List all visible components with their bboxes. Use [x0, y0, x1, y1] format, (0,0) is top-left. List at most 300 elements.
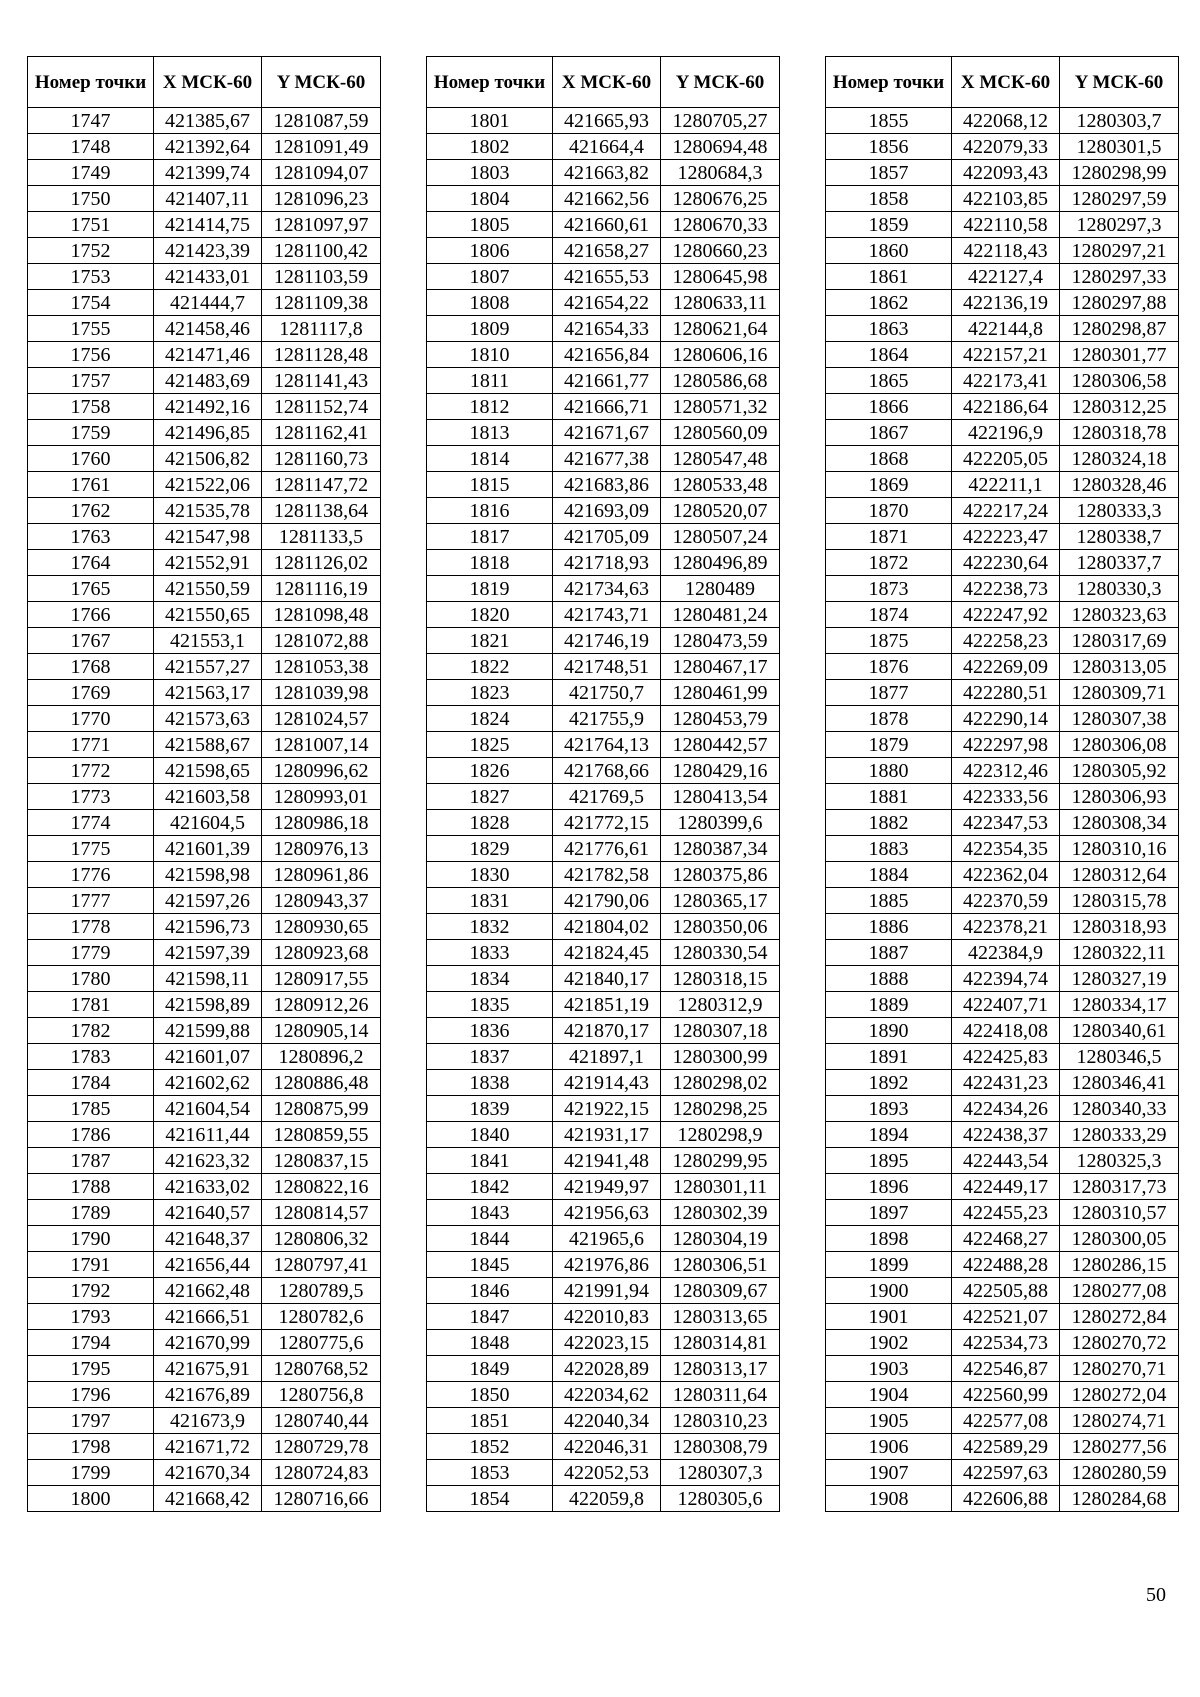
point-number-cell: 1847	[427, 1304, 553, 1330]
point-number-cell: 1866	[826, 394, 952, 420]
x-coordinate-cell: 421597,39	[154, 940, 262, 966]
y-coordinate-cell: 1280684,3	[661, 160, 780, 186]
table-row	[427, 1200, 780, 1226]
table-row	[427, 706, 780, 732]
y-coordinate-cell: 1280724,83	[262, 1460, 381, 1486]
x-coordinate-cell: 421748,51	[553, 654, 661, 680]
y-coordinate-cell: 1280298,25	[661, 1096, 780, 1122]
y-coordinate-cell: 1280330,54	[661, 940, 780, 966]
y-coordinate-cell: 1280301,11	[661, 1174, 780, 1200]
point-number-cell: 1790	[28, 1226, 154, 1252]
x-coordinate-cell: 422079,33	[952, 134, 1060, 160]
point-number-cell: 1895	[826, 1148, 952, 1174]
y-coordinate-cell: 1280571,32	[661, 394, 780, 420]
point-number-cell: 1877	[826, 680, 952, 706]
table-row	[28, 212, 381, 238]
point-number-cell: 1818	[427, 550, 553, 576]
point-number-cell: 1871	[826, 524, 952, 550]
y-coordinate-cell: 1281103,59	[262, 264, 381, 290]
x-coordinate-cell: 421604,54	[154, 1096, 262, 1122]
y-coordinate-cell: 1280318,15	[661, 966, 780, 992]
x-coordinate-cell: 421598,11	[154, 966, 262, 992]
x-coordinate-cell: 422059,8	[553, 1486, 661, 1512]
y-coordinate-cell: 1280309,71	[1060, 680, 1179, 706]
x-coordinate-cell: 422312,46	[952, 758, 1060, 784]
x-coordinate-cell: 422238,73	[952, 576, 1060, 602]
table-row	[28, 1200, 381, 1226]
point-number-cell: 1900	[826, 1278, 952, 1304]
y-coordinate-cell: 1280330,3	[1060, 576, 1179, 602]
x-coordinate-cell: 421768,66	[553, 758, 661, 784]
table-row	[826, 862, 1179, 888]
table-row	[427, 212, 780, 238]
table-row	[826, 420, 1179, 446]
table-row	[826, 1200, 1179, 1226]
point-number-cell: 1770	[28, 706, 154, 732]
point-number-cell: 1820	[427, 602, 553, 628]
y-coordinate-cell: 1280317,69	[1060, 628, 1179, 654]
point-number-cell: 1841	[427, 1148, 553, 1174]
x-coordinate-cell: 421804,02	[553, 914, 661, 940]
y-coordinate-cell: 1280461,99	[661, 680, 780, 706]
point-number-cell: 1814	[427, 446, 553, 472]
y-coordinate-cell: 1280312,64	[1060, 862, 1179, 888]
y-coordinate-cell: 1280338,7	[1060, 524, 1179, 550]
x-coordinate-cell: 421764,13	[553, 732, 661, 758]
x-coordinate-cell: 421458,46	[154, 316, 262, 342]
x-coordinate-cell: 422052,53	[553, 1460, 661, 1486]
y-coordinate-cell: 1280272,84	[1060, 1304, 1179, 1330]
point-number-cell: 1865	[826, 368, 952, 394]
x-coordinate-cell: 421776,61	[553, 836, 661, 862]
table-row	[427, 186, 780, 212]
point-number-cell: 1903	[826, 1356, 952, 1382]
x-coordinate-cell: 422297,98	[952, 732, 1060, 758]
table-row	[427, 836, 780, 862]
x-coordinate-cell: 422418,08	[952, 1018, 1060, 1044]
y-coordinate-cell: 1280621,64	[661, 316, 780, 342]
table-row	[427, 758, 780, 784]
x-coordinate-cell: 421654,33	[553, 316, 661, 342]
y-coordinate-cell: 1281100,42	[262, 238, 381, 264]
x-coordinate-cell: 421601,39	[154, 836, 262, 862]
point-number-cell: 1876	[826, 654, 952, 680]
x-coordinate-cell: 421664,4	[553, 134, 661, 160]
x-coordinate-cell: 421547,98	[154, 524, 262, 550]
table-row	[28, 524, 381, 550]
point-number-cell: 1825	[427, 732, 553, 758]
table-row	[826, 342, 1179, 368]
point-number-cell: 1768	[28, 654, 154, 680]
table-row	[427, 810, 780, 836]
y-coordinate-cell: 1280299,95	[661, 1148, 780, 1174]
x-coordinate-cell: 421677,38	[553, 446, 661, 472]
y-coordinate-cell: 1280547,48	[661, 446, 780, 472]
point-number-cell: 1799	[28, 1460, 154, 1486]
x-coordinate-cell: 421675,91	[154, 1356, 262, 1382]
x-coordinate-cell: 421870,17	[553, 1018, 661, 1044]
x-coordinate-cell: 421552,91	[154, 550, 262, 576]
table-row	[826, 550, 1179, 576]
x-coordinate-cell: 421611,44	[154, 1122, 262, 1148]
x-coordinate-cell: 421399,74	[154, 160, 262, 186]
y-coordinate-cell: 1280905,14	[262, 1018, 381, 1044]
table-row	[28, 1148, 381, 1174]
x-coordinate-cell: 422280,51	[952, 680, 1060, 706]
x-coordinate-cell: 422103,85	[952, 186, 1060, 212]
x-coordinate-cell: 421471,46	[154, 342, 262, 368]
x-coordinate-cell: 421941,48	[553, 1148, 661, 1174]
y-coordinate-cell: 1281091,49	[262, 134, 381, 160]
y-coordinate-cell: 1280311,64	[661, 1382, 780, 1408]
point-number-cell: 1854	[427, 1486, 553, 1512]
table-row	[826, 212, 1179, 238]
point-number-cell: 1769	[28, 680, 154, 706]
point-number-cell: 1870	[826, 498, 952, 524]
x-coordinate-cell: 421772,15	[553, 810, 661, 836]
table-row	[28, 576, 381, 602]
table-row	[28, 654, 381, 680]
point-number-cell: 1816	[427, 498, 553, 524]
table-row	[826, 1070, 1179, 1096]
table-row	[427, 940, 780, 966]
point-number-cell: 1872	[826, 550, 952, 576]
table-row	[427, 1408, 780, 1434]
table-row	[826, 1018, 1179, 1044]
y-coordinate-cell: 1280340,33	[1060, 1096, 1179, 1122]
y-coordinate-cell: 1281098,48	[262, 602, 381, 628]
table-row	[826, 108, 1179, 134]
point-number-cell: 1752	[28, 238, 154, 264]
y-coordinate-cell: 1280333,3	[1060, 498, 1179, 524]
x-coordinate-cell: 421633,02	[154, 1174, 262, 1200]
point-number-cell: 1788	[28, 1174, 154, 1200]
table-row	[826, 940, 1179, 966]
point-number-cell: 1762	[28, 498, 154, 524]
table-row	[826, 1382, 1179, 1408]
point-number-cell: 1793	[28, 1304, 154, 1330]
table-row	[28, 862, 381, 888]
point-number-cell: 1904	[826, 1382, 952, 1408]
y-coordinate-cell: 1280270,71	[1060, 1356, 1179, 1382]
y-coordinate-cell: 1280789,5	[262, 1278, 381, 1304]
x-coordinate-cell: 422534,73	[952, 1330, 1060, 1356]
y-coordinate-cell: 1280323,63	[1060, 602, 1179, 628]
x-coordinate-cell: 421492,16	[154, 394, 262, 420]
point-number-cell: 1778	[28, 914, 154, 940]
y-coordinate-cell: 1281007,14	[262, 732, 381, 758]
y-coordinate-cell: 1281053,38	[262, 654, 381, 680]
y-coordinate-cell: 1280318,78	[1060, 420, 1179, 446]
x-coordinate-cell: 421656,84	[553, 342, 661, 368]
point-number-cell: 1780	[28, 966, 154, 992]
table-row	[28, 1434, 381, 1460]
page-number: 50	[1146, 1584, 1166, 1606]
point-number-cell: 1864	[826, 342, 952, 368]
point-number-cell: 1879	[826, 732, 952, 758]
table-row	[826, 1486, 1179, 1512]
x-coordinate-cell: 422217,24	[952, 498, 1060, 524]
point-number-cell: 1794	[28, 1330, 154, 1356]
point-number-cell: 1757	[28, 368, 154, 394]
table-row	[826, 524, 1179, 550]
table-row	[826, 1460, 1179, 1486]
table-row	[826, 680, 1179, 706]
x-coordinate-cell: 421755,9	[553, 706, 661, 732]
y-coordinate-cell: 1280306,58	[1060, 368, 1179, 394]
y-coordinate-cell: 1281109,38	[262, 290, 381, 316]
y-coordinate-cell: 1280917,55	[262, 966, 381, 992]
header-x-coordinate: X МСК-60	[154, 57, 262, 108]
x-coordinate-cell: 422468,27	[952, 1226, 1060, 1252]
table-row	[427, 888, 780, 914]
x-coordinate-cell: 421506,82	[154, 446, 262, 472]
table-row	[28, 290, 381, 316]
table-row	[28, 680, 381, 706]
table-row	[427, 1070, 780, 1096]
x-coordinate-cell: 421557,27	[154, 654, 262, 680]
y-coordinate-cell: 1280297,59	[1060, 186, 1179, 212]
y-coordinate-cell: 1280310,23	[661, 1408, 780, 1434]
x-coordinate-cell: 422040,34	[553, 1408, 661, 1434]
table-row	[427, 1174, 780, 1200]
table-row	[826, 732, 1179, 758]
y-coordinate-cell: 1280943,37	[262, 888, 381, 914]
header-y-coordinate: Y МСК-60	[1060, 57, 1179, 108]
table-row	[28, 1278, 381, 1304]
y-coordinate-cell: 1280277,08	[1060, 1278, 1179, 1304]
y-coordinate-cell: 1280481,24	[661, 602, 780, 628]
point-number-cell: 1873	[826, 576, 952, 602]
y-coordinate-cell: 1280533,48	[661, 472, 780, 498]
point-number-cell: 1810	[427, 342, 553, 368]
point-number-cell: 1835	[427, 992, 553, 1018]
table-row	[427, 1486, 780, 1512]
x-coordinate-cell: 421598,98	[154, 862, 262, 888]
x-coordinate-cell: 421602,62	[154, 1070, 262, 1096]
x-coordinate-cell: 421965,6	[553, 1226, 661, 1252]
y-coordinate-cell: 1280670,33	[661, 212, 780, 238]
point-number-cell: 1889	[826, 992, 952, 1018]
y-coordinate-cell: 1280340,61	[1060, 1018, 1179, 1044]
point-number-cell: 1884	[826, 862, 952, 888]
point-number-cell: 1896	[826, 1174, 952, 1200]
y-coordinate-cell: 1280298,02	[661, 1070, 780, 1096]
point-number-cell: 1840	[427, 1122, 553, 1148]
x-coordinate-cell: 421604,5	[154, 810, 262, 836]
x-coordinate-cell: 422425,83	[952, 1044, 1060, 1070]
x-coordinate-cell: 421655,53	[553, 264, 661, 290]
x-coordinate-cell: 421662,48	[154, 1278, 262, 1304]
point-number-cell: 1830	[427, 862, 553, 888]
point-number-cell: 1813	[427, 420, 553, 446]
point-number-cell: 1801	[427, 108, 553, 134]
point-number-cell: 1822	[427, 654, 553, 680]
y-coordinate-cell: 1280272,04	[1060, 1382, 1179, 1408]
table-row	[427, 524, 780, 550]
point-number-cell: 1749	[28, 160, 154, 186]
table-row	[28, 1460, 381, 1486]
y-coordinate-cell: 1280413,54	[661, 784, 780, 810]
y-coordinate-cell: 1281087,59	[262, 108, 381, 134]
table-row	[427, 628, 780, 654]
x-coordinate-cell: 421407,11	[154, 186, 262, 212]
x-coordinate-cell: 421596,73	[154, 914, 262, 940]
table-row	[826, 784, 1179, 810]
point-number-cell: 1862	[826, 290, 952, 316]
point-number-cell: 1859	[826, 212, 952, 238]
point-number-cell: 1901	[826, 1304, 952, 1330]
point-number-cell: 1779	[28, 940, 154, 966]
y-coordinate-cell: 1280305,92	[1060, 758, 1179, 784]
point-number-cell: 1899	[826, 1252, 952, 1278]
y-coordinate-cell: 1280328,46	[1060, 472, 1179, 498]
table-row	[28, 1356, 381, 1382]
y-coordinate-cell: 1280308,79	[661, 1434, 780, 1460]
header-y-coordinate: Y МСК-60	[661, 57, 780, 108]
table-row	[28, 1382, 381, 1408]
point-number-cell: 1817	[427, 524, 553, 550]
table-row	[826, 1226, 1179, 1252]
table-row	[826, 1148, 1179, 1174]
y-coordinate-cell: 1280375,86	[661, 862, 780, 888]
table-row	[28, 888, 381, 914]
point-number-cell: 1754	[28, 290, 154, 316]
x-coordinate-cell: 421734,63	[553, 576, 661, 602]
x-coordinate-cell: 421840,17	[553, 966, 661, 992]
x-coordinate-cell: 422247,92	[952, 602, 1060, 628]
header-x-coordinate: X МСК-60	[952, 57, 1060, 108]
x-coordinate-cell: 422034,62	[553, 1382, 661, 1408]
x-coordinate-cell: 421671,72	[154, 1434, 262, 1460]
point-number-cell: 1775	[28, 836, 154, 862]
x-coordinate-cell: 422010,83	[553, 1304, 661, 1330]
y-coordinate-cell: 1280346,41	[1060, 1070, 1179, 1096]
table-row	[826, 628, 1179, 654]
y-coordinate-cell: 1280694,48	[661, 134, 780, 160]
point-number-cell: 1798	[28, 1434, 154, 1460]
x-coordinate-cell: 421392,64	[154, 134, 262, 160]
point-number-cell: 1753	[28, 264, 154, 290]
table-row	[427, 1356, 780, 1382]
x-coordinate-cell: 421598,65	[154, 758, 262, 784]
x-coordinate-cell: 421991,94	[553, 1278, 661, 1304]
point-number-cell: 1846	[427, 1278, 553, 1304]
y-coordinate-cell: 1280729,78	[262, 1434, 381, 1460]
table-row	[28, 1070, 381, 1096]
y-coordinate-cell: 1281039,98	[262, 680, 381, 706]
table-row	[826, 576, 1179, 602]
y-coordinate-cell: 1280467,17	[661, 654, 780, 680]
x-coordinate-cell: 421597,26	[154, 888, 262, 914]
table-row	[826, 810, 1179, 836]
y-coordinate-cell: 1280324,18	[1060, 446, 1179, 472]
x-coordinate-cell: 421573,63	[154, 706, 262, 732]
x-coordinate-cell: 421640,57	[154, 1200, 262, 1226]
point-number-cell: 1878	[826, 706, 952, 732]
point-number-cell: 1868	[826, 446, 952, 472]
x-coordinate-cell: 421496,85	[154, 420, 262, 446]
x-coordinate-cell: 421746,19	[553, 628, 661, 654]
table-row	[28, 1174, 381, 1200]
y-coordinate-cell: 1280797,41	[262, 1252, 381, 1278]
point-number-cell: 1755	[28, 316, 154, 342]
point-number-cell: 1812	[427, 394, 553, 420]
y-coordinate-cell: 1280896,2	[262, 1044, 381, 1070]
y-coordinate-cell: 1280300,99	[661, 1044, 780, 1070]
y-coordinate-cell: 1280930,65	[262, 914, 381, 940]
point-number-cell: 1857	[826, 160, 952, 186]
x-coordinate-cell: 421897,1	[553, 1044, 661, 1070]
y-coordinate-cell: 1281097,97	[262, 212, 381, 238]
point-number-cell: 1811	[427, 368, 553, 394]
table-row	[28, 706, 381, 732]
x-coordinate-cell: 422118,43	[952, 238, 1060, 264]
x-coordinate-cell: 421743,71	[553, 602, 661, 628]
y-coordinate-cell: 1280270,72	[1060, 1330, 1179, 1356]
point-number-cell: 1885	[826, 888, 952, 914]
point-number-cell: 1834	[427, 966, 553, 992]
x-coordinate-cell: 422046,31	[553, 1434, 661, 1460]
point-number-cell: 1892	[826, 1070, 952, 1096]
point-number-cell: 1837	[427, 1044, 553, 1070]
y-coordinate-cell: 1281147,72	[262, 472, 381, 498]
point-number-cell: 1771	[28, 732, 154, 758]
point-number-cell: 1838	[427, 1070, 553, 1096]
y-coordinate-cell: 1280586,68	[661, 368, 780, 394]
header-point-number: Номер точки	[28, 57, 154, 108]
point-number-cell: 1848	[427, 1330, 553, 1356]
point-number-cell: 1797	[28, 1408, 154, 1434]
table-row	[427, 420, 780, 446]
point-number-cell: 1767	[28, 628, 154, 654]
y-coordinate-cell: 1280346,5	[1060, 1044, 1179, 1070]
x-coordinate-cell: 421666,51	[154, 1304, 262, 1330]
y-coordinate-cell: 1280309,67	[661, 1278, 780, 1304]
point-number-cell: 1821	[427, 628, 553, 654]
x-coordinate-cell: 421483,69	[154, 368, 262, 394]
table-row	[28, 1252, 381, 1278]
point-number-cell: 1874	[826, 602, 952, 628]
table-row	[28, 784, 381, 810]
table-row	[427, 1252, 780, 1278]
point-number-cell: 1823	[427, 680, 553, 706]
x-coordinate-cell: 422431,23	[952, 1070, 1060, 1096]
table-row	[826, 966, 1179, 992]
y-coordinate-cell: 1280297,33	[1060, 264, 1179, 290]
y-coordinate-cell: 1280993,01	[262, 784, 381, 810]
y-coordinate-cell: 1280489	[661, 576, 780, 602]
table-row	[826, 498, 1179, 524]
table-row	[28, 342, 381, 368]
y-coordinate-cell: 1280442,57	[661, 732, 780, 758]
point-number-cell: 1759	[28, 420, 154, 446]
y-coordinate-cell: 1281072,88	[262, 628, 381, 654]
x-coordinate-cell: 422023,15	[553, 1330, 661, 1356]
point-number-cell: 1796	[28, 1382, 154, 1408]
x-coordinate-cell: 421563,17	[154, 680, 262, 706]
point-number-cell: 1795	[28, 1356, 154, 1382]
y-coordinate-cell: 1281126,02	[262, 550, 381, 576]
y-coordinate-cell: 1280313,65	[661, 1304, 780, 1330]
x-coordinate-cell: 421666,71	[553, 394, 661, 420]
y-coordinate-cell: 1280302,39	[661, 1200, 780, 1226]
table-row	[826, 1122, 1179, 1148]
x-coordinate-cell: 421931,17	[553, 1122, 661, 1148]
point-number-cell: 1827	[427, 784, 553, 810]
point-number-cell: 1783	[28, 1044, 154, 1070]
point-number-cell: 1881	[826, 784, 952, 810]
